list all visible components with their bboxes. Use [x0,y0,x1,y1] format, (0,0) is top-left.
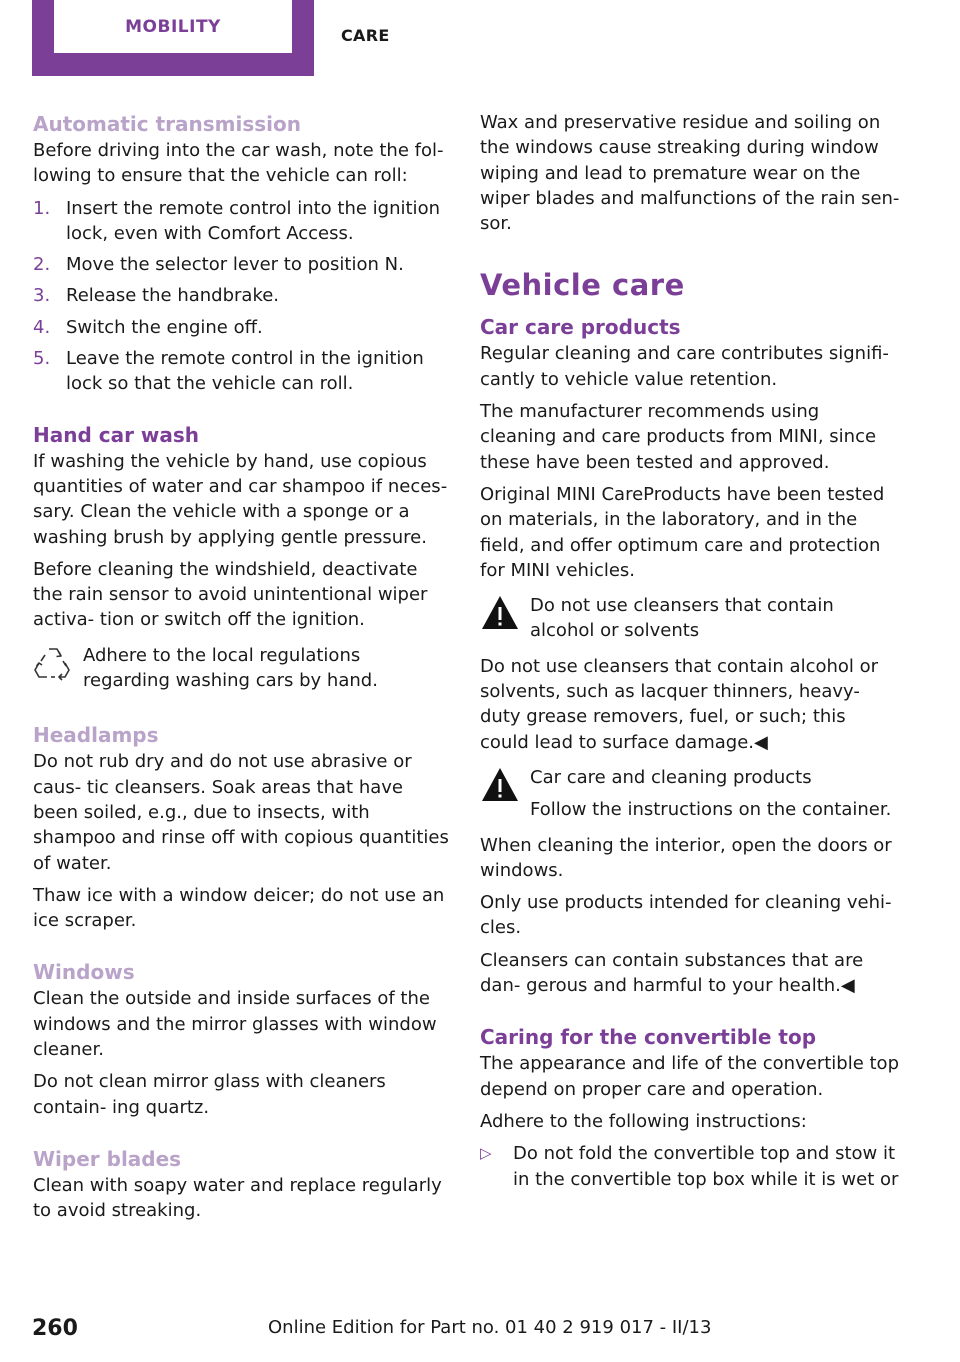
paragraph: Original MINI CareProducts have been tested on materials, in the laboratory, and in the field, and offer optimum care and protection for MINI vehicles. [480,483,885,581]
paragraph: Clean the outside and inside surfaces of the windows and the mirror glasses with window cleaner. [33,988,437,1061]
paragraph: Wax and preservative residue and soiling on the windows cause streaking during window wiping and lead to premature wear on the wiper blades and malfunctions of the rain sen‐ sor. [480,112,900,235]
step-text: Insert the remote control into the ignition lock, even with Comfort Access. [66,197,440,244]
list-item [480,1141,900,1192]
section-title-wiper-blades: Wiper blades [33,1146,182,1171]
warning-notice [480,765,900,823]
paragraph: Only use products intended for cleaning vehi‐ cles. [480,892,892,939]
warning-icon [480,765,520,805]
paragraph: If washing the vehicle by hand, use copious quantities of water and car shampoo if neces‐ sary. Clean the vehicle with a sponge or a washing brush by applying gentle pressure. [33,450,448,548]
step-text: Leave the remote control in the ignition lock so that the vehicle can roll. [66,348,424,395]
warning-title: Car care and cleaning products [530,766,812,788]
right-column [480,110,900,1198]
tab-mobility-inner [54,0,292,53]
paragraph: Regular cleaning and care contributes signifi‐ cantly to vehicle value retention. [480,343,889,390]
list-item [33,196,451,247]
notice-text: Adhere to the local regulations regarding washing cars by hand. [83,644,378,692]
step-number: 1. [33,197,51,219]
tab-mobility[interactable] [32,0,314,76]
left-column [33,110,451,1231]
paragraph: Do not use cleansers that contain alcohol or solvents, such as lacquer thinners, heavy-duty grease removers, fuel, or such; this could lead to surface damage.◀ [480,655,879,753]
warning-text: Follow the instructions on the container. [530,799,892,821]
paragraph: Before cleaning the windshield, deactivate the rain sensor to avoid unintentional wiper activa‐ tion or switch off the ignition. [33,558,428,631]
section-title-headlamps: Headlamps [33,723,159,748]
bullet-text: Do not fold the convertible top and stow it in the convertible top box while it is wet or [513,1143,899,1190]
section-title-hand-car-wash: Hand car wash [33,422,200,447]
step-number: 2. [33,254,51,276]
section-title-convertible-top: Caring for the convertible top [480,1025,817,1050]
bullet-marker: ▷ [480,1144,492,1163]
warning-title: Do not use cleansers that contain alcohol or solvents [530,595,834,642]
tab-mobility-label: MOBILITY [125,16,221,37]
chapter-title-vehicle-care: Vehicle care [480,268,685,303]
section-title-automatic-transmission: Automatic transmission [33,112,301,136]
paragraph: Do not clean mirror glass with cleaners contain‐ ing quartz. [33,1071,386,1118]
paragraph: The appearance and life of the convertible top depend on proper care and operation. [480,1053,899,1100]
section-title-car-care-products: Car care products [480,315,681,340]
paragraph: Before driving into the car wash, note the fol‐ lowing to ensure that the vehicle can roll: [33,140,444,187]
list-item [33,283,451,308]
page-number: 260 [32,1316,78,1341]
step-number: 3. [33,285,51,307]
step-text: Release the handbrake. [66,285,280,307]
paragraph: The manufacturer recommends using cleaning and care products from MINI, since these have been tested and approved. [480,401,877,473]
warning-icon [480,593,520,633]
step-number: 4. [33,316,51,338]
section-title-windows: Windows [33,960,135,985]
environment-notice [33,643,451,694]
paragraph: When cleaning the interior, open the doors or windows. [480,834,892,881]
paragraph: Adhere to the following instructions: [480,1110,807,1132]
tab-care[interactable]: CARE [341,26,390,45]
step-number: 5. [33,348,51,370]
instructions-list [480,1141,900,1192]
paragraph: Do not rub dry and do not use abrasive or caus‐ tic cleansers. Soak areas that have been soiled, e.g., due to insects, with shampoo and rinse off with copious quantities of water. [33,751,449,874]
step-text: Switch the engine off. [66,316,263,338]
list-item [33,252,451,277]
recycle-icon [33,643,73,683]
warning-notice [480,593,900,644]
steps-list [33,196,451,397]
paragraph: Thaw ice with a window deicer; do not use an ice scraper. [33,884,445,932]
list-item [33,315,451,340]
edition-note: Online Edition for Part no. 01 40 2 919 017 - II/13 [268,1317,712,1338]
paragraph: Clean with soapy water and replace regularly to avoid streaking. [33,1174,442,1222]
list-item [33,346,451,397]
paragraph: Cleansers can contain substances that are dan‐ gerous and harmful to your health.◀ [480,949,864,997]
step-text: Move the selector lever to position N. [66,254,404,276]
